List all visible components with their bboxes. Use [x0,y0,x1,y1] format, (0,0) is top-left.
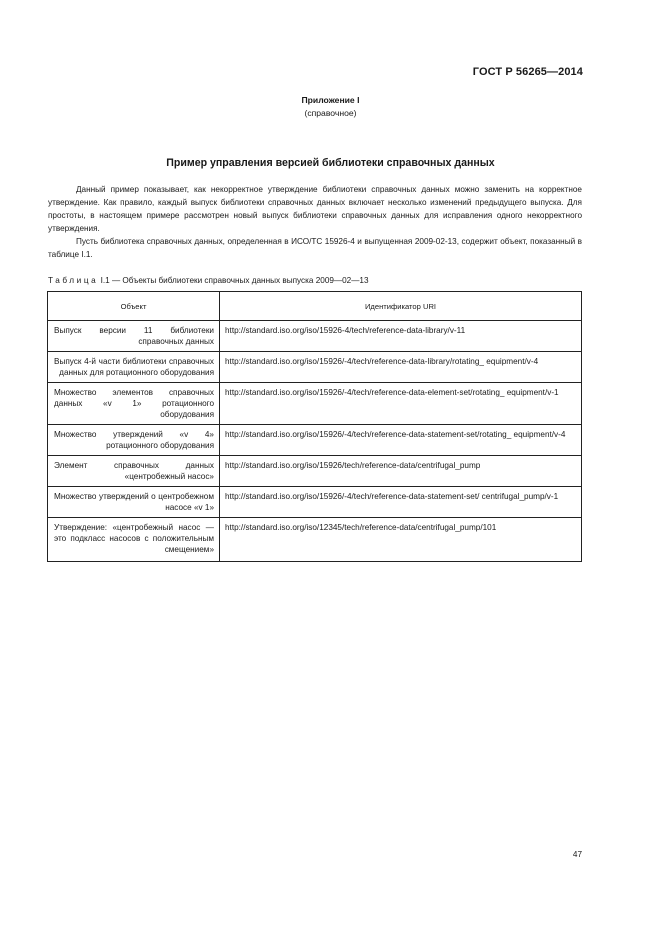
object-cell: Выпуск версии 11 библиотеки справочных данных [48,321,220,352]
object-cell: Элемент справочных данных «центробежный насос» [48,456,220,487]
object-cell: Утверждение: «центробежный насос — это подкласс насосов с положительным смещением» [48,518,220,562]
objects-table [47,291,582,562]
table-row [48,518,582,562]
table-row [48,383,582,425]
uri-cell: http://standard.iso.org/iso/15926/tech/reference-data/centrifugal_pump [220,456,582,487]
column-header-object: Объект [48,292,220,321]
object-cell: Множество элементов справочных данных «v 1» ротационного оборудования [48,383,220,425]
body-text [48,183,582,261]
table-header-row [48,292,582,321]
uri-cell: http://standard.iso.org/iso/15926/-4/tech/reference-data-library/rotating_ equipment/v-4 [220,352,582,383]
page-number: 47 [572,850,582,859]
uri-cell: http://standard.iso.org/iso/15926-4/tech/reference-data-library/v-11 [220,321,582,352]
table-row [48,321,582,352]
section-title: Пример управления версией библиотеки справочных данных [166,157,495,169]
column-header-uri: Идентификатор URI [220,292,582,321]
appendix-title: Приложение I [301,95,360,105]
object-cell: Множество утверждений «v 4» ротационного оборудования [48,425,220,456]
table-row [48,456,582,487]
table-caption-text: I.1 — Объекты библиотеки справочных данных выпуска 2009—02—13 [100,276,369,285]
appendix-subtitle: (справочное) [304,108,357,118]
paragraph: Пусть библиотека справочных данных, определенная в ИСО/ТС 15926-4 и выпущенная 2009-02-13, содержит объект, показанный в таблице I.1. [48,237,582,259]
paragraph: Данный пример показывает, как некорректное утверждение библиотеки справочных данных можно заменить на корректное утверждение. Как правило, каждый выпуск библиотеки справочных данных включает несколько изменений предыдущего выпуска. Для простоты, в настоящем примере рассмотрен новый выпуск библиотеки справочных данных для исправления одного некорректного утверждения. [48,185,582,233]
standard-code: ГОСТ Р 56265—2014 [472,66,583,78]
table-row [48,425,582,456]
uri-cell: http://standard.iso.org/iso/12345/tech/reference-data/centrifugal_pump/101 [220,518,582,562]
appendix-heading [0,94,661,120]
table-row [48,487,582,518]
table-row [48,352,582,383]
table-caption-prefix: Таблица [48,276,99,285]
uri-cell: http://standard.iso.org/iso/15926/-4/tech/reference-data-statement-set/ centrifugal_pump/v-1 [220,487,582,518]
object-cell: Множество утверждений о центробежном насосе «v 1» [48,487,220,518]
uri-cell: http://standard.iso.org/iso/15926/-4/tech/reference-data-statement-set/rotating_ equipment/v-4 [220,425,582,456]
uri-cell: http://standard.iso.org/iso/15926/-4/tech/reference-data-element-set/rotating_ equipment/v-1 [220,383,582,425]
object-cell: Выпуск 4-й части библиотеки справочных данных для ротационного оборудования [48,352,220,383]
table-caption [48,276,582,285]
